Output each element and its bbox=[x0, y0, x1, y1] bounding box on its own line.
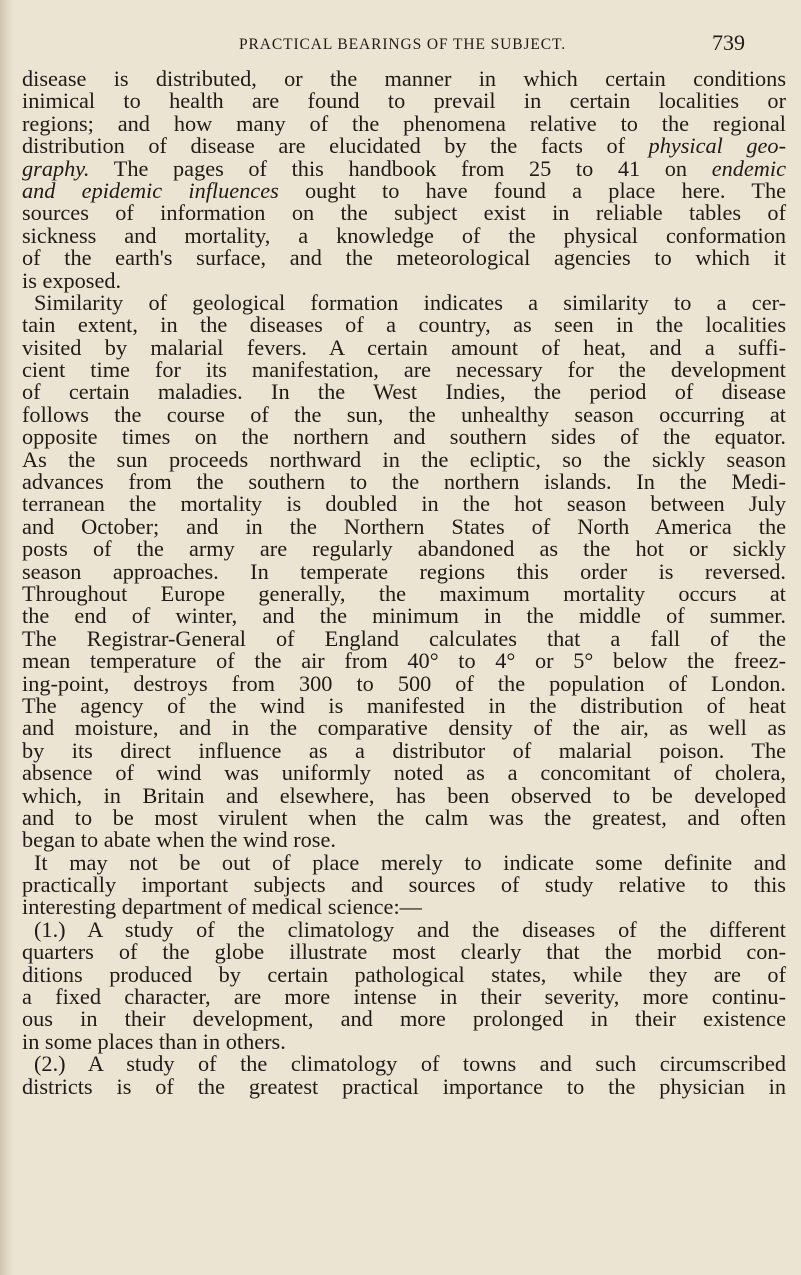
text-line: The agency of the wind is manifested in the distribution of heat bbox=[22, 692, 786, 718]
text-line: ing-point, destroys from 300 to 500 of the population of London. bbox=[22, 670, 786, 696]
text-line: ditions produced by certain pathological states, while they are of bbox=[22, 961, 786, 987]
text-line: follows the course of the sun, the unhealthy season occurring at bbox=[22, 401, 786, 427]
text-line: interesting department of medical science:— bbox=[22, 894, 422, 920]
body-text bbox=[22, 68, 786, 1098]
text-line: sources of information on the subject exist in reliable tables of bbox=[22, 200, 786, 226]
text-line: posts of the army are regularly abandoned as the hot or sickly bbox=[22, 536, 786, 562]
italic-term: and epidemic influences bbox=[22, 177, 279, 203]
text-line: visited by malarial fevers. A certain amount of heat, and a suffi- bbox=[22, 334, 786, 360]
text-line: As the sun proceeds northward in the ecliptic, so the sickly season bbox=[22, 446, 786, 472]
text-line: began to abate when the wind rose. bbox=[22, 827, 336, 853]
text-line: advances from the southern to the northern islands. In the Medi- bbox=[22, 469, 786, 495]
text-line: distribution of disease are elucidated by the facts of physical geo- bbox=[22, 133, 786, 159]
text-line: and moisture, and in the comparative density of the air, as well as bbox=[22, 715, 786, 741]
page-number: 739 bbox=[712, 30, 745, 55]
text-line: cient time for its manifestation, are necessary for the development bbox=[22, 357, 786, 383]
text-line: absence of wind was uniformly noted as a concomitant of cholera, bbox=[22, 760, 786, 786]
running-title: PRACTICAL BEARINGS OF THE SUBJECT. bbox=[239, 36, 566, 53]
text-line: a fixed character, are more intense in their severity, more continu- bbox=[22, 984, 786, 1010]
text-line: in some places than in others. bbox=[22, 1028, 286, 1054]
text-line: opposite times on the northern and southern sides of the equator. bbox=[22, 424, 786, 450]
paragraph-start-line: It may not be out of place merely to indicate some definite and bbox=[34, 849, 786, 875]
italic-term: physical geo- bbox=[648, 133, 786, 159]
text-line: is exposed. bbox=[22, 267, 122, 293]
text-line: inimical to health are found to prevail in certain localities or bbox=[22, 88, 786, 114]
italic-term: graphy. bbox=[22, 155, 90, 181]
text-line: sickness and mortality, a knowledge of the physical conformation bbox=[22, 222, 786, 248]
list-item-1-start: (1.) A study of the climatology and the diseases of the different bbox=[34, 916, 786, 942]
text-line: disease is distributed, or the manner in which certain conditions bbox=[22, 66, 786, 91]
text-line: terranean the mortality is doubled in the hot season between July bbox=[22, 491, 786, 517]
text-line: season approaches. In temperate regions this order is reversed. bbox=[22, 558, 786, 584]
text-line: practically important subjects and sources of study relative to this bbox=[22, 872, 786, 898]
text-line: Throughout Europe generally, the maximum mortality occurs at bbox=[22, 580, 786, 606]
text-line: and epidemic influences ought to have found a place here. The bbox=[22, 177, 786, 203]
text-line: by its direct influence as a distributor of malarial poison. The bbox=[22, 737, 786, 763]
text-line: of the earth's surface, and the meteorological agencies to which it bbox=[22, 245, 786, 271]
text-line: graphy. The pages of this handbook from 25 to 41 on endemic bbox=[22, 155, 786, 181]
page-gutter-shadow bbox=[0, 0, 14, 1275]
paragraph-start-line: Similarity of geological formation indicates a similarity to a cer- bbox=[34, 289, 786, 315]
text-line: of certain maladies. In the West Indies, the period of disease bbox=[22, 379, 786, 405]
running-head bbox=[60, 30, 745, 60]
italic-term: endemic bbox=[711, 155, 786, 181]
text-line: the end of winter, and the minimum in the middle of summer. bbox=[22, 603, 786, 629]
text-line: tain extent, in the diseases of a country, as seen in the localities bbox=[22, 312, 786, 338]
text-line: and to be most virulent when the calm was the greatest, and often bbox=[22, 804, 786, 830]
text-line: and October; and in the Northern States of North America the bbox=[22, 513, 786, 539]
text-line: districts is of the greatest practical importance to the physician in bbox=[22, 1073, 786, 1099]
list-item-2-start: (2.) A study of the climatology of towns and such circumscribed bbox=[34, 1051, 786, 1077]
text-line: quarters of the globe illustrate most clearly that the morbid con- bbox=[22, 939, 786, 965]
text-line: regions; and how many of the phenomena relative to the regional bbox=[22, 110, 786, 136]
text-line: mean temperature of the air from 40° to 4° or 5° below the freez- bbox=[22, 648, 786, 674]
text-line: The Registrar-General of England calculates that a fall of the bbox=[22, 625, 786, 651]
text-line: ous in their development, and more prolonged in their existence bbox=[22, 1006, 786, 1032]
text-line: which, in Britain and elsewhere, has been observed to be developed bbox=[22, 782, 786, 808]
